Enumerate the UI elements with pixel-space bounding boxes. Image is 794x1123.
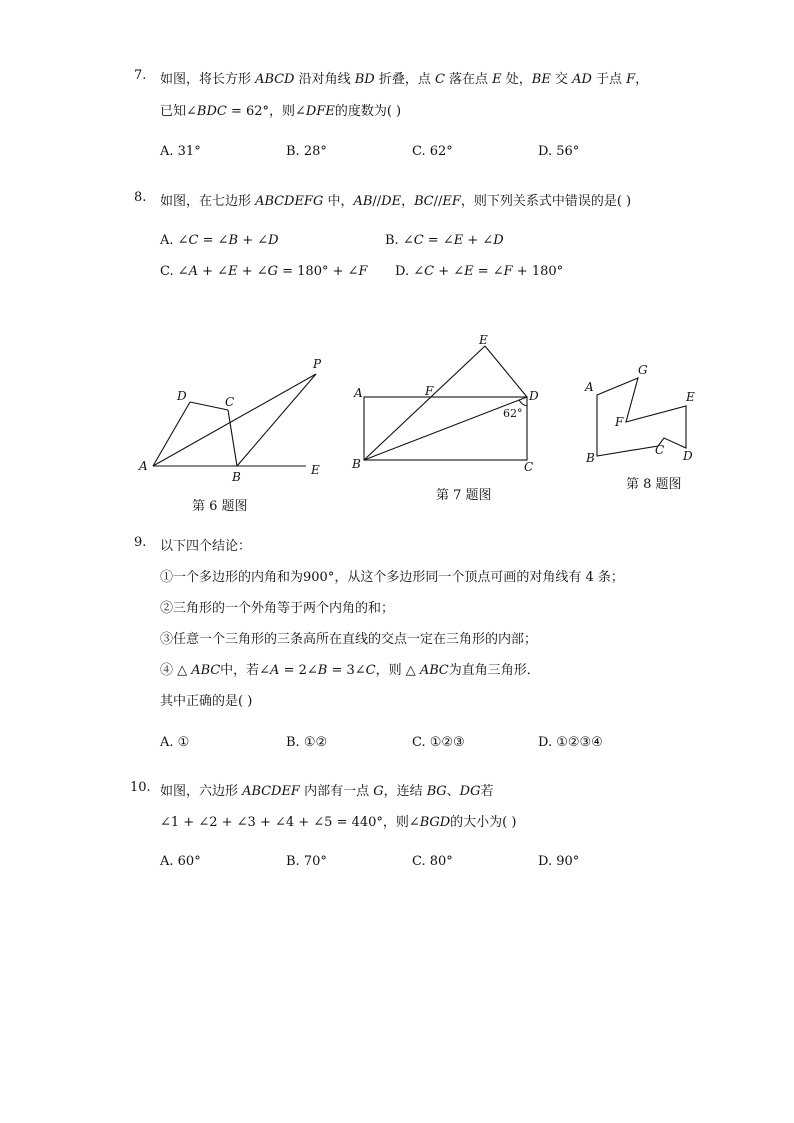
q10-option-b: B. 70° [286, 854, 327, 869]
fig6-label-p: P [313, 357, 322, 371]
q10-stem-line2: ∠1 + ∠2 + ∠3 + ∠4 + ∠5 = 440°，则∠𝐵𝐺𝐷的大小为( ) [160, 815, 517, 830]
fig6-line-bp [237, 374, 316, 466]
fig7-label-f: F [425, 384, 434, 398]
figure-7 [364, 346, 527, 460]
fig7-angle-arc [519, 400, 527, 406]
fig6-label-c: C [225, 395, 235, 409]
fig8-label-g: G [638, 363, 648, 377]
q9-item-3: ③任意一个三角形的三条高所在直线的交点一定在三角形的内部； [160, 632, 538, 647]
fig8-caption: 第 8 题图 [626, 477, 682, 492]
q9-item-4: ④ △ 𝐴𝐵𝐶中，若∠𝐴 = 2∠𝐵 = 3∠𝐶，则 △ 𝐴𝐵𝐶为直角三角形． [160, 663, 540, 678]
fig6-line-ad [153, 402, 190, 466]
fig6-label-b: B [232, 470, 241, 484]
q10-option-d: D. 90° [538, 854, 580, 869]
q9-number: 9. [134, 535, 147, 550]
q8-option-b: B. ∠𝐶 = ∠𝐸 + ∠𝐷 [385, 233, 504, 248]
q7-option-c: C. 62° [412, 144, 453, 159]
fig6-line-cb [228, 410, 237, 466]
fig6-label-a: A [139, 459, 148, 473]
fig8-label-d: D [683, 449, 693, 463]
q9-item-2: ②三角形的一个外角等于两个内角的和； [160, 601, 395, 616]
fig8-label-c: C [655, 443, 665, 457]
fig6-line-dc [190, 402, 228, 410]
fig6-label-e: E [311, 463, 320, 477]
q8-option-c: C. ∠𝐴 + ∠𝐸 + ∠𝐺 = 180° + ∠𝐹 [160, 264, 368, 279]
fig8-heptagon [597, 378, 686, 456]
fig8-label-f: F [615, 415, 624, 429]
fig8-label-e: E [686, 390, 695, 404]
fig7-label-c: C [524, 460, 534, 474]
fig7-label-d: D [529, 389, 539, 403]
q8-option-d: D. ∠𝐶 + ∠𝐸 = ∠𝐹 + 180° [395, 264, 564, 279]
q10-stem-line1: 如图，六边形 𝐴𝐵𝐶𝐷𝐸𝐹 内部有一点 𝐺，连结 𝐵𝐺、𝐷𝐺若 [160, 784, 494, 799]
q9-option-a: A. ① [160, 735, 190, 750]
q7-stem-line1: 如图，将长方形 𝐴𝐵𝐶𝐷 沿对角线 𝐵𝐷 折叠，点 𝐶 落在点 𝐸 处，𝐵𝐸 交 𝐴𝐷 于点 𝐹， [160, 72, 649, 87]
figure-8 [597, 378, 686, 456]
q10-option-a: A. 60° [160, 854, 201, 869]
q10-option-c: C. 80° [412, 854, 453, 869]
fig7-label-e: E [479, 333, 488, 347]
q8-stem: 如图，在七边形 𝐴𝐵𝐶𝐷𝐸𝐹𝐺 中，𝐴𝐵//𝐷𝐸，𝐵𝐶//𝐸𝐹，则下列关系式中错误的是( ) [160, 194, 632, 209]
fig8-label-a: A [585, 380, 594, 394]
q9-question: 其中正确的是( ) [160, 694, 253, 709]
fig7-line-be [364, 346, 485, 460]
q7-stem-line2: 已知∠𝐵𝐷𝐶 = 62°，则∠𝐷𝐹𝐸的度数为( ) [160, 104, 402, 119]
q8-option-a: A. ∠𝐶 = ∠𝐵 + ∠𝐷 [160, 233, 279, 248]
fig7-caption: 第 7 题图 [436, 488, 492, 503]
fig7-label-a: A [354, 386, 363, 400]
fig8-label-b: B [586, 451, 595, 465]
q7-option-a: A. 31° [160, 144, 201, 159]
q9-option-b: B. ①② [286, 735, 328, 750]
q8-number: 8. [134, 190, 147, 205]
q9-option-c: C. ①②③ [412, 735, 465, 750]
q9-intro: 以下四个结论： [160, 539, 252, 554]
q7-option-d: D. 56° [538, 144, 580, 159]
fig6-caption: 第 6 题图 [192, 499, 248, 514]
q7-option-b: B. 28° [286, 144, 327, 159]
fig7-angle-label: 62° [503, 407, 523, 420]
fig7-label-b: B [352, 457, 361, 471]
fig7-line-ed [485, 346, 527, 397]
q7-number: 7. [134, 68, 147, 83]
q9-option-d: D. ①②③④ [538, 735, 603, 750]
figure-6 [153, 374, 316, 466]
q10-number: 10. [130, 780, 151, 795]
q9-item-1: ①一个多边形的内角和为900°，从这个多边形同一个顶点可画的对角线有 4 条； [160, 570, 624, 585]
fig6-label-d: D [177, 389, 187, 403]
